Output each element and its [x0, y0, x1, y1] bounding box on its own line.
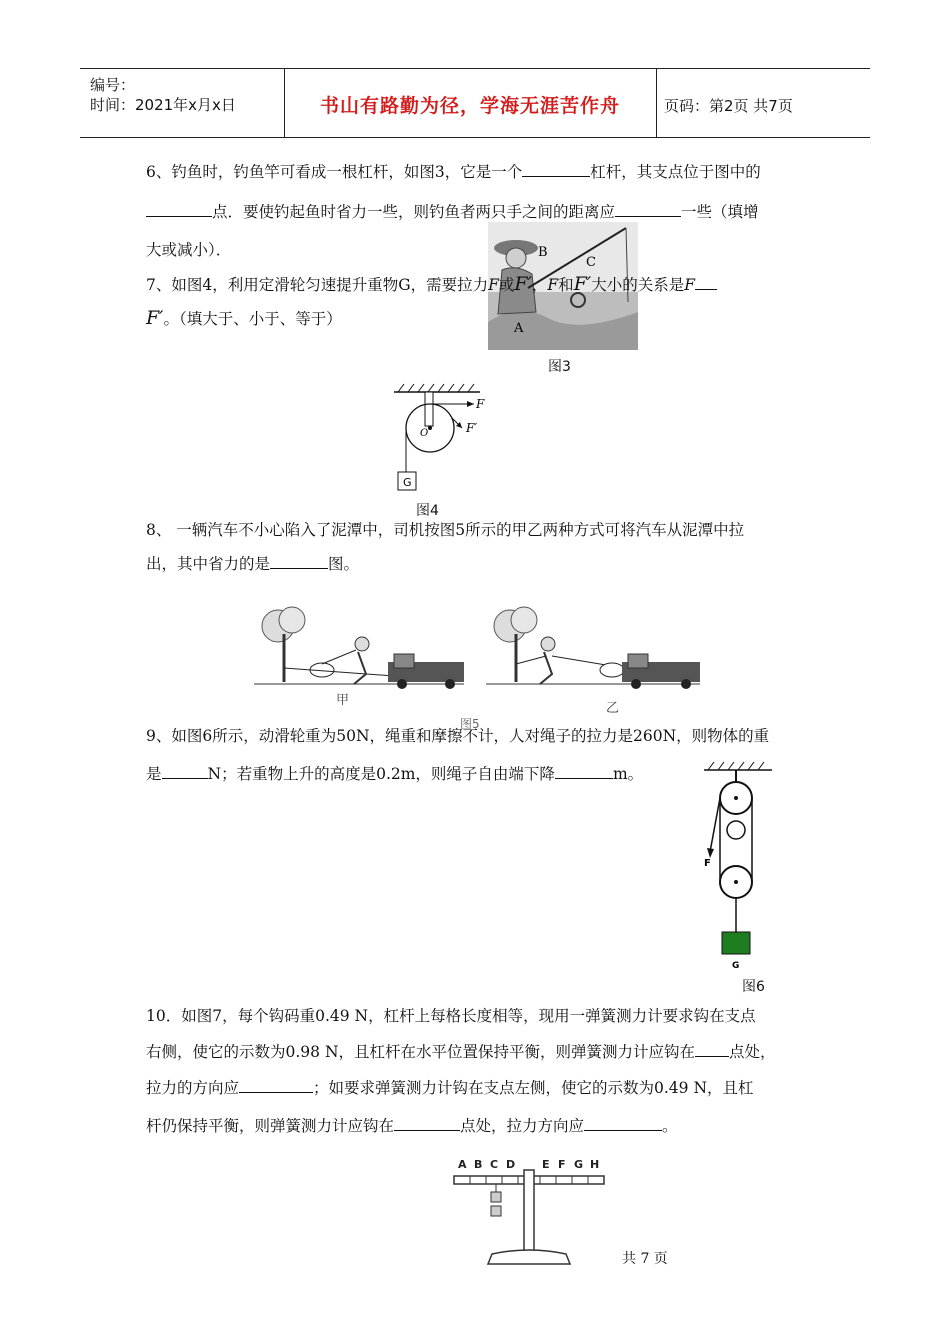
fig4-label-g: G: [403, 476, 412, 489]
motto: 书山有路勤为径，学海无涯苦作舟: [319, 95, 620, 117]
fig6-pulley-block: [700, 758, 776, 972]
q7-line1: 7、如图4，利用定滑轮匀速提升重物G，需要拉力F或F′，F和F′大小的关系是F: [146, 274, 717, 295]
blank[interactable]: [162, 764, 208, 779]
header-divider: [656, 69, 657, 137]
fig7-letter-e: E: [542, 1158, 550, 1171]
fig7-letter-c: C: [490, 1158, 499, 1171]
fig3-label-b: B: [538, 245, 548, 260]
fig3-label-a: A: [514, 321, 524, 336]
page-total: 共 7 页: [622, 1251, 668, 1267]
blank[interactable]: [239, 1078, 313, 1093]
fig7-lever: [452, 1156, 608, 1270]
fig7-letter-a: A: [458, 1158, 467, 1171]
blank[interactable]: [555, 764, 613, 779]
blank[interactable]: [522, 162, 590, 177]
fig5-scene-right: [486, 607, 700, 689]
blank[interactable]: [270, 554, 328, 569]
fig4-label-fp: F′: [466, 421, 478, 435]
q7-line2: F′。（填大于、小于、等于）: [146, 307, 342, 329]
fig7-letter-g: G: [574, 1158, 584, 1171]
fig4-label-o: O: [420, 428, 429, 439]
fig7-letter-d: D: [506, 1158, 516, 1171]
fig3-label-c: C: [586, 255, 596, 270]
q6-line2: 点．要使钓起鱼时省力一些，则钓鱼者两只手之间的距离应 一些（填增: [146, 202, 759, 222]
q10-line4: 杆仍保持平衡，则弹簧测力计应钩在 点处，拉力方向应 。: [146, 1117, 678, 1135]
fig6-label-f: F: [704, 858, 711, 869]
blank[interactable]: [695, 275, 717, 290]
fig7-letter-h: H: [590, 1158, 600, 1171]
fig4-caption: 图4: [416, 503, 439, 519]
q9-line1: 9、如图6所示，动滑轮重为50N，绳重和摩擦不计，人对绳子的拉力是260N，则物体的重: [146, 727, 770, 745]
blank[interactable]: [615, 202, 681, 217]
fig4-fixed-pulley: [390, 380, 500, 496]
fig5-scene-left: [254, 607, 464, 689]
q6-line3: 大或减小）．: [146, 241, 232, 259]
number-label: 编号：: [90, 76, 136, 94]
q8-line1: 8、 一辆汽车不小心陷入了泥潭中，司机按图5所示的甲乙两种方式可将汽车从泥潭中拉: [146, 521, 745, 539]
blank[interactable]: [695, 1042, 729, 1057]
date-label: 时间：2021年x月x日: [90, 96, 236, 114]
q9-line2: 是 N；若重物上升的高度是0.2m，则绳子自由端下降 m。: [146, 765, 644, 783]
blank[interactable]: [584, 1116, 662, 1131]
fig5-label-left: 甲: [336, 693, 350, 708]
fig7-letter-b: B: [474, 1158, 483, 1171]
fig5-truck-scenes: [254, 604, 702, 730]
fig4-label-f: F: [476, 397, 485, 411]
header-left: [90, 75, 236, 115]
q10-line3: 拉力的方向应 ；如要求弹簧测力计钩在支点左侧，使它的示数为0.49 N，且杠: [146, 1079, 754, 1097]
q6-line1: 6、钓鱼时，钓鱼竿可看成一根杠杆，如图3，它是一个 杠杆，其支点位于图中的: [146, 163, 761, 181]
fig5-label-right: 乙: [606, 701, 620, 716]
fig6-label-g: G: [732, 961, 740, 971]
page-label: 页码：第2页 共7页: [664, 97, 793, 115]
q8-line2: 出，其中省力的是 图。: [146, 555, 360, 573]
blank[interactable]: [394, 1116, 460, 1131]
q10-line2: 右侧，使它的示数为0.98 N，且杠杆在水平位置保持平衡，则弹簧测力计应钩在 点处，: [146, 1043, 776, 1061]
fig5-caption: 图5: [460, 717, 480, 730]
blank[interactable]: [146, 202, 212, 217]
fig6-caption: 图6: [742, 979, 765, 995]
header-table: [80, 68, 870, 138]
fig7-letter-f: F: [558, 1158, 566, 1171]
q10-line1: 10．如图7，每个钩码重0.49 N，杠杆上每格长度相等，现用一弹簧测力计要求钩在支点: [146, 1007, 756, 1025]
fig3-caption: 图3: [548, 359, 571, 375]
